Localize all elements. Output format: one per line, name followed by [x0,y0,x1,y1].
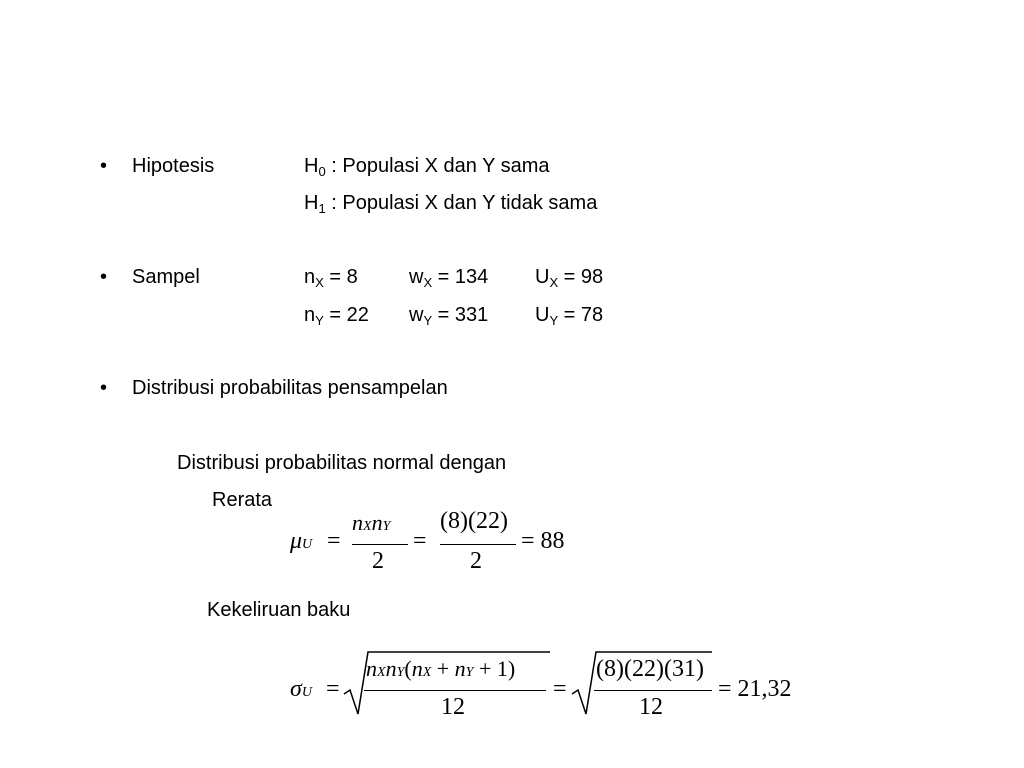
mean-eq-2: = [413,528,427,554]
mean-result: = 88 [521,528,565,554]
ny-val: = 22 [323,304,369,326]
sd-frac2-num: (8)(22)(31) [596,656,704,682]
mean-eq-1: = [327,528,341,554]
mean-n2: n [371,510,383,535]
sd-plus: + [431,656,455,681]
wx-value [409,265,488,289]
sd-paren: ( [404,656,412,681]
sd-s2: Y [396,665,405,680]
sigma-symbol [290,676,312,703]
sd-result: = 21,32 [718,676,792,702]
ux-val: = 98 [558,266,604,288]
sd-n2: n [385,656,397,681]
distribusi-label: Distribusi probabilitas pensampelan [132,377,448,399]
rerata-label: Rerata [212,489,273,511]
bullet-distribusi: • [100,377,108,399]
sd-frac2-den: 12 [639,694,663,720]
mean-frac1-num [352,510,390,536]
h1-text: : Populasi X dan Y tidak sama [325,192,598,214]
uy-value [535,303,603,327]
distribusi-normal-text: Distribusi probabilitas normal dengan [177,452,507,474]
h0-text: : Populasi X dan Y sama [325,155,550,177]
ux-value [535,265,603,289]
ny-letter: n [304,304,316,326]
mu-letter: μ [290,528,303,554]
sd-frac1-bar [364,690,546,691]
sd-frac1-den: 12 [441,694,465,720]
sd-eq-1: = [326,676,340,702]
wx-val: = 134 [432,266,489,288]
ny-value [304,303,369,327]
uy-val: = 78 [558,304,604,326]
mu-sub: U [302,537,313,552]
sd-s4: Y [465,665,474,680]
mean-n1: n [352,510,363,535]
kekeliruan-label: Kekeliruan baku [207,599,351,621]
wy-sub: Y [423,313,433,328]
h1-sub: 1 [318,201,326,216]
wy-letter: w [409,304,424,326]
nx-value [304,265,358,289]
h0-sub: 0 [318,164,326,179]
bullet-sampel: • [100,266,108,288]
mean-s1: X [363,519,372,534]
sd-n4: n [454,656,466,681]
h0-line [304,154,550,178]
ux-sub: X [549,275,559,290]
mean-frac2-bar [440,544,516,545]
sigma-sub: U [301,685,312,700]
nx-val: = 8 [323,266,358,288]
uy-letter: U [535,304,550,326]
sd-frac1-num [366,656,515,682]
sd-s1: X [377,665,386,680]
sampel-label: Sampel [132,266,200,288]
sigma-letter: σ [290,676,302,702]
mean-frac1-den: 2 [372,548,384,574]
uy-sub: Y [549,313,559,328]
sd-n1: n [366,656,377,681]
wy-val: = 331 [432,304,489,326]
sd-s3: X [422,665,432,680]
mean-frac2-num: (8)(22) [440,508,508,534]
h0-letter: H [304,155,319,177]
sd-frac2-bar [594,690,712,691]
ny-sub: Y [315,313,324,328]
mean-s2: Y [382,519,391,534]
sd-n3: n [411,656,423,681]
h1-letter: H [304,192,319,214]
mean-frac2-den: 2 [470,548,482,574]
h1-line [304,191,597,215]
nx-sub: X [315,275,324,290]
wx-sub: X [423,275,433,290]
bullet-hipotesis: • [100,155,108,177]
wx-letter: w [409,266,424,288]
mu-symbol [290,528,312,555]
sd-end: + 1) [473,656,516,681]
wy-value [409,303,488,327]
ux-letter: U [535,266,550,288]
nx-letter: n [304,266,316,288]
mean-frac1-bar [352,544,408,545]
sd-eq-2: = [553,676,567,702]
hipotesis-label: Hipotesis [132,155,215,177]
